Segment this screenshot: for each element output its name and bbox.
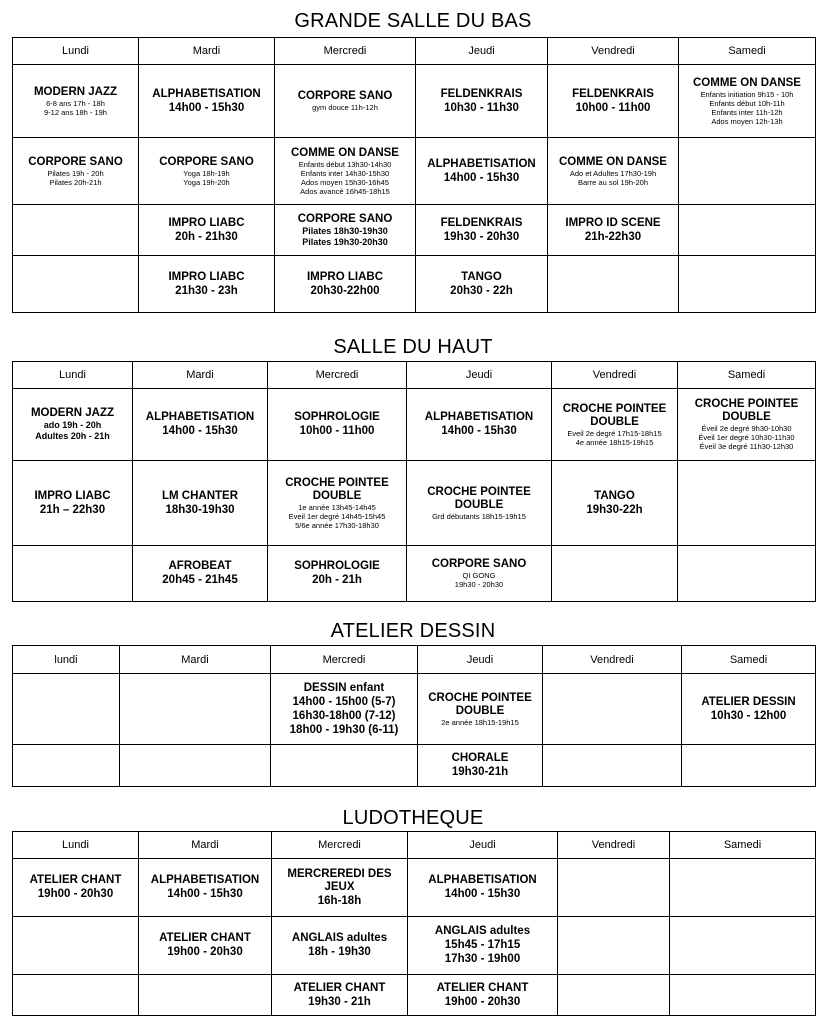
schedule-cell: [133, 461, 268, 546]
section-title-atelier-dessin: ATELIER DESSIN: [330, 620, 496, 642]
schedule-cell: [13, 859, 139, 917]
activity-time: 19h30-21h: [451, 766, 509, 778]
day-header: Vendredi: [552, 362, 678, 389]
activity-detail: 5/6e année 17h30-18h30: [295, 520, 379, 530]
section-title-grande-salle: GRANDE SALLE DU BAS: [294, 10, 532, 32]
activity-title: LM CHANTER: [161, 489, 239, 502]
activity-title: ATELIER CHANT: [29, 874, 122, 886]
activity-time: 19h00 - 20h30: [167, 946, 243, 958]
activity-detail: Ados moyen 15h30-16h45: [301, 177, 389, 187]
activity-time: 14h00 - 15h30: [162, 425, 238, 437]
activity-detail: Enfants initiation 9h15 - 10h: [700, 89, 794, 99]
schedule-cell: [13, 65, 139, 138]
activity-detail: Enfants inter 11h-12h: [711, 107, 783, 117]
schedule-cell: [543, 674, 682, 745]
activity-time: 14h00 - 15h30: [443, 171, 520, 184]
day-header: Jeudi: [418, 646, 543, 674]
activity-detail: Ado et Adultes 17h30-19h: [569, 168, 657, 178]
activity-detail: Enfants début 10h-11h: [709, 98, 785, 108]
schedule-cell: [416, 65, 548, 138]
activity-title: SOPHROLOGIE: [294, 411, 380, 423]
schedule-cell: [272, 975, 408, 1016]
activity-title: COMME ON DANSE: [559, 155, 667, 168]
activity-detail: Éveil 1er degré 10h30-11h30: [698, 433, 795, 442]
day-header: Jeudi: [407, 362, 552, 389]
day-header: Vendredi: [543, 646, 682, 674]
activity-detail: Yoga 18h-19h: [183, 168, 230, 178]
schedule-cell: [416, 256, 548, 313]
schedule-cell: [13, 546, 133, 602]
schedule-row: [13, 461, 816, 546]
schedule-cell: [670, 975, 816, 1016]
activity-detail: Éveil 2e degré 9h30-10h30: [701, 424, 792, 433]
day-header: Mercredi: [275, 38, 416, 65]
activity-detail: 19h30 - 20h30: [454, 580, 504, 589]
activity-time: Pilates 19h30-20h30: [302, 236, 388, 247]
activity-detail: 2e année 18h15-19h15: [441, 717, 519, 727]
activity-time: 19h30 - 21h: [308, 995, 371, 1008]
activity-time: 14h00 - 15h30: [167, 888, 243, 900]
activity-title: CROCHE POINTEE DOUBLE: [562, 402, 667, 428]
day-header: Samedi: [678, 362, 816, 389]
schedule-row: [13, 389, 816, 461]
day-header: Samedi: [679, 38, 816, 65]
activity-time: 19h30 - 20h30: [443, 230, 520, 243]
activity-time: 20h45 - 21h45: [162, 574, 238, 586]
activity-detail: ado 19h - 20h: [43, 420, 102, 430]
day-header: Lundi: [13, 362, 133, 389]
schedule-row: [13, 674, 816, 745]
day-header: Jeudi: [408, 832, 558, 859]
schedule-cell: [670, 859, 816, 917]
activity-detail: 1e année 13h45-14h45: [298, 502, 376, 512]
activity-title: ALPHABETISATION: [424, 411, 534, 423]
schedule-cell: [13, 674, 120, 745]
schedule-cell: [548, 205, 679, 256]
schedule-cell: [678, 461, 816, 546]
day-header: Samedi: [670, 832, 816, 859]
activity-time: 20h30 - 22h: [450, 284, 513, 297]
activity-title: TANGO: [461, 270, 502, 283]
schedule-cell: [133, 389, 268, 461]
schedule-cell: [543, 745, 682, 787]
activity-time: 14h00 - 15h30: [444, 888, 521, 900]
schedule-row: [13, 745, 816, 787]
schedule-cell: [552, 546, 678, 602]
schedule-cell: [13, 917, 139, 975]
activity-title: MODERN JAZZ: [33, 85, 118, 98]
schedule-cell: [139, 917, 272, 975]
schedule-cell: [679, 65, 816, 138]
day-header: Jeudi: [416, 38, 548, 65]
day-header: Samedi: [682, 646, 816, 674]
day-header: Vendredi: [548, 38, 679, 65]
schedule-table-atelier-dessin: [12, 645, 816, 787]
schedule-row: [13, 859, 816, 917]
activity-title: CORPORE SANO: [297, 212, 393, 225]
schedule-cell: [271, 674, 418, 745]
activity-time: 20h - 21h30: [175, 230, 238, 243]
activity-title: ATELIER CHANT: [159, 932, 251, 944]
day-header: Mardi: [120, 646, 271, 674]
activity-time: 19h00 - 20h30: [444, 995, 521, 1008]
activity-title: CORPORE SANO: [431, 558, 527, 570]
schedule-cell: [558, 859, 670, 917]
activity-detail: Enfants inter 14h30-15h30: [300, 168, 390, 178]
activity-detail: 9-12 ans 18h - 19h: [44, 107, 107, 117]
day-header: Mardi: [139, 832, 272, 859]
activity-time: 18h30-19h30: [165, 503, 235, 516]
day-header: lundi: [13, 646, 120, 674]
schedule-cell: [139, 205, 275, 256]
activity-title: SOPHROLOGIE: [294, 560, 380, 572]
schedule-row: [13, 138, 816, 205]
day-header: Mercredi: [268, 362, 407, 389]
activity-detail: QI GONG: [462, 571, 496, 580]
schedule-cell: [271, 745, 418, 787]
activity-time: 19h00 - 20h30: [37, 888, 114, 900]
activity-detail: Eveil 2e degré 17h15-18h15: [567, 428, 662, 438]
schedule-cell: [120, 745, 271, 787]
schedule-cell: [418, 745, 543, 787]
schedule-cell: [679, 205, 816, 256]
activity-title: IMPRO LIABC: [168, 270, 245, 283]
activity-time: 21h-22h30: [584, 230, 642, 243]
schedule-cell: [418, 674, 543, 745]
activity-title: FELDENKRAIS: [440, 216, 523, 229]
activity-time: 21h30 - 23h: [175, 284, 238, 297]
activity-time: 14h00 - 15h00 (5-7): [292, 695, 396, 708]
activity-title: IMPRO LIABC: [168, 216, 245, 229]
schedule-cell: [139, 256, 275, 313]
activity-title: AFROBEAT: [168, 560, 232, 572]
day-header: Lundi: [13, 38, 139, 65]
activity-title: ALPHABETISATION: [145, 411, 255, 423]
schedule-cell: [679, 256, 816, 313]
schedule-cell: [120, 674, 271, 745]
day-header: Lundi: [13, 832, 139, 859]
schedule-cell: [13, 461, 133, 546]
activity-detail: Ados avancé 16h45-18h15: [300, 186, 390, 196]
activity-title: CROCHE POINTEE DOUBLE: [427, 485, 531, 511]
schedule-row: [13, 917, 816, 975]
activity-title: ANGLAIS adultes: [434, 925, 531, 937]
day-header: Mardi: [133, 362, 268, 389]
activity-title: ATELIER CHANT: [293, 981, 386, 994]
schedule-cell: [133, 546, 268, 602]
activity-detail: Pilates 20h-21h: [49, 177, 102, 187]
schedule-cell: [275, 65, 416, 138]
activity-time: 16h30-18h00 (7-12): [292, 709, 396, 722]
activity-title: TANGO: [594, 489, 635, 502]
schedule-cell: [682, 674, 816, 745]
schedule-cell: [139, 65, 275, 138]
schedule-cell: [678, 546, 816, 602]
schedule-cell: [275, 256, 416, 313]
activity-title: MERCREREDI DES JEUX: [287, 867, 392, 893]
schedule-cell: [407, 546, 552, 602]
schedule-cell: [272, 859, 408, 917]
schedule-cell: [139, 859, 272, 917]
activity-title: CHORALE: [451, 752, 509, 764]
schedule-cell: [13, 138, 139, 205]
activity-title: FELDENKRAIS: [440, 87, 523, 100]
activity-title: CROCHE POINTEE DOUBLE: [428, 691, 532, 717]
activity-detail: Barre au sol 19h-20h: [577, 177, 649, 187]
activity-detail: Éveil 3e degré 11h30-12h30: [699, 442, 794, 451]
schedule-cell: [407, 389, 552, 461]
activity-title: CROCHE POINTEE DOUBLE: [285, 476, 389, 502]
schedule-cell: [416, 205, 548, 256]
schedule-cell: [272, 917, 408, 975]
activity-detail: 4e année 18h15-19h15: [575, 437, 654, 447]
day-header: Mardi: [139, 38, 275, 65]
schedule-cell: [13, 975, 139, 1016]
activity-detail: gym douce 11h-12h: [312, 103, 378, 112]
activity-time: 15h45 - 17h15: [444, 939, 521, 951]
day-header: Mercredi: [271, 646, 418, 674]
activity-title: ALPHABETISATION: [152, 87, 261, 100]
activity-title: ALPHABETISATION: [428, 874, 537, 886]
schedule-table-grande-salle: [12, 37, 816, 313]
activity-title: COMME ON DANSE: [291, 146, 399, 159]
schedule-cell: [548, 65, 679, 138]
section-title-salle-haut: SALLE DU HAUT: [333, 336, 493, 358]
schedule-cell: [139, 975, 272, 1016]
activity-title: CORPORE SANO: [28, 155, 123, 168]
day-header: Vendredi: [558, 832, 670, 859]
activity-title: ALPHABETISATION: [427, 157, 536, 170]
activity-detail: Enfants début 13h30-14h30: [298, 159, 392, 169]
schedule-cell: [682, 745, 816, 787]
activity-time: 10h30 - 11h30: [444, 101, 519, 114]
schedule-cell: [679, 138, 816, 205]
activity-detail: Grd débutants 18h15-19h15: [432, 511, 526, 521]
activity-time: 18h00 - 19h30 (6-11): [289, 723, 399, 736]
schedule-cell: [275, 205, 416, 256]
activity-detail: Pilates 19h - 20h: [47, 168, 104, 178]
activity-title: CORPORE SANO: [297, 90, 393, 102]
schedule-row: [13, 256, 816, 313]
activity-time: 18h - 19h30: [308, 946, 371, 958]
activity-title: ALPHABETISATION: [150, 874, 260, 886]
schedule-row: [13, 65, 816, 138]
activity-time: 19h30-22h: [586, 503, 643, 516]
schedule-cell: [268, 389, 407, 461]
schedule-cell: [558, 975, 670, 1016]
day-header: Mercredi: [272, 832, 408, 859]
schedule-cell: [13, 256, 139, 313]
activity-title: MODERN JAZZ: [30, 407, 115, 419]
activity-time: 21h – 22h30: [39, 503, 106, 516]
schedule-cell: [268, 546, 407, 602]
activity-time: 16h-18h: [317, 894, 362, 907]
activity-time: 10h00 - 11h00: [575, 101, 651, 114]
schedule-cell: [13, 745, 120, 787]
schedule-table-salle-haut: [12, 361, 816, 602]
schedule-cell: [13, 389, 133, 461]
activity-title: IMPRO ID SCENE: [565, 216, 661, 229]
activity-time: 20h - 21h: [312, 574, 362, 586]
schedule-cell: [275, 138, 416, 205]
schedule-cell: [408, 859, 558, 917]
schedule-row: [13, 546, 816, 602]
schedule-cell: [548, 256, 679, 313]
schedule-cell: [139, 138, 275, 205]
schedule-cell: [678, 389, 816, 461]
schedule-row: [13, 205, 816, 256]
activity-detail: Yoga 19h-20h: [183, 177, 230, 187]
activity-title: ANGLAIS adultes: [291, 932, 388, 944]
activity-detail: Ados moyen 12h-13h: [711, 116, 783, 126]
activity-title: FELDENKRAIS: [572, 87, 654, 100]
activity-time: 17h30 - 19h00: [444, 953, 521, 965]
section-title-ludotheque: LUDOTHEQUE: [342, 807, 484, 829]
schedule-cell: [552, 389, 678, 461]
activity-title: CORPORE SANO: [159, 155, 254, 168]
activity-title: IMPRO LIABC: [34, 489, 111, 502]
schedule-cell: [408, 917, 558, 975]
schedule-cell: [548, 138, 679, 205]
activity-title: COMME ON DANSE: [693, 76, 801, 89]
activity-title: ATELIER DESSIN: [701, 695, 796, 708]
schedule-table-ludotheque: [12, 831, 816, 1016]
schedule-cell: [416, 138, 548, 205]
schedule-cell: [670, 917, 816, 975]
activity-detail: Adultes 20h - 21h: [35, 431, 110, 441]
activity-title: DESSIN enfant: [303, 681, 385, 694]
activity-time: Pilates 18h30-19h30: [302, 225, 388, 236]
schedule-cell: [268, 461, 407, 546]
activity-time: 14h00 - 15h30: [168, 101, 245, 114]
schedule-cell: [552, 461, 678, 546]
schedule-cell: [407, 461, 552, 546]
schedule-cell: [408, 975, 558, 1016]
schedule-cell: [13, 205, 139, 256]
schedule-cell: [558, 917, 670, 975]
activity-title: ATELIER CHANT: [436, 981, 529, 994]
schedule-row: [13, 975, 816, 1016]
activity-title: IMPRO LIABC: [306, 270, 384, 283]
activity-title: CROCHE POINTEE DOUBLE: [694, 398, 799, 423]
activity-detail: Eveil 1er degré 14h45-15h45: [288, 511, 386, 521]
activity-time: 10h00 - 11h00: [299, 425, 375, 437]
activity-detail: 6-8 ans 17h - 18h: [46, 98, 105, 108]
activity-time: 10h30 - 12h00: [710, 709, 787, 722]
activity-time: 14h00 - 15h30: [441, 425, 517, 437]
activity-time: 20h30-22h00: [310, 284, 380, 297]
